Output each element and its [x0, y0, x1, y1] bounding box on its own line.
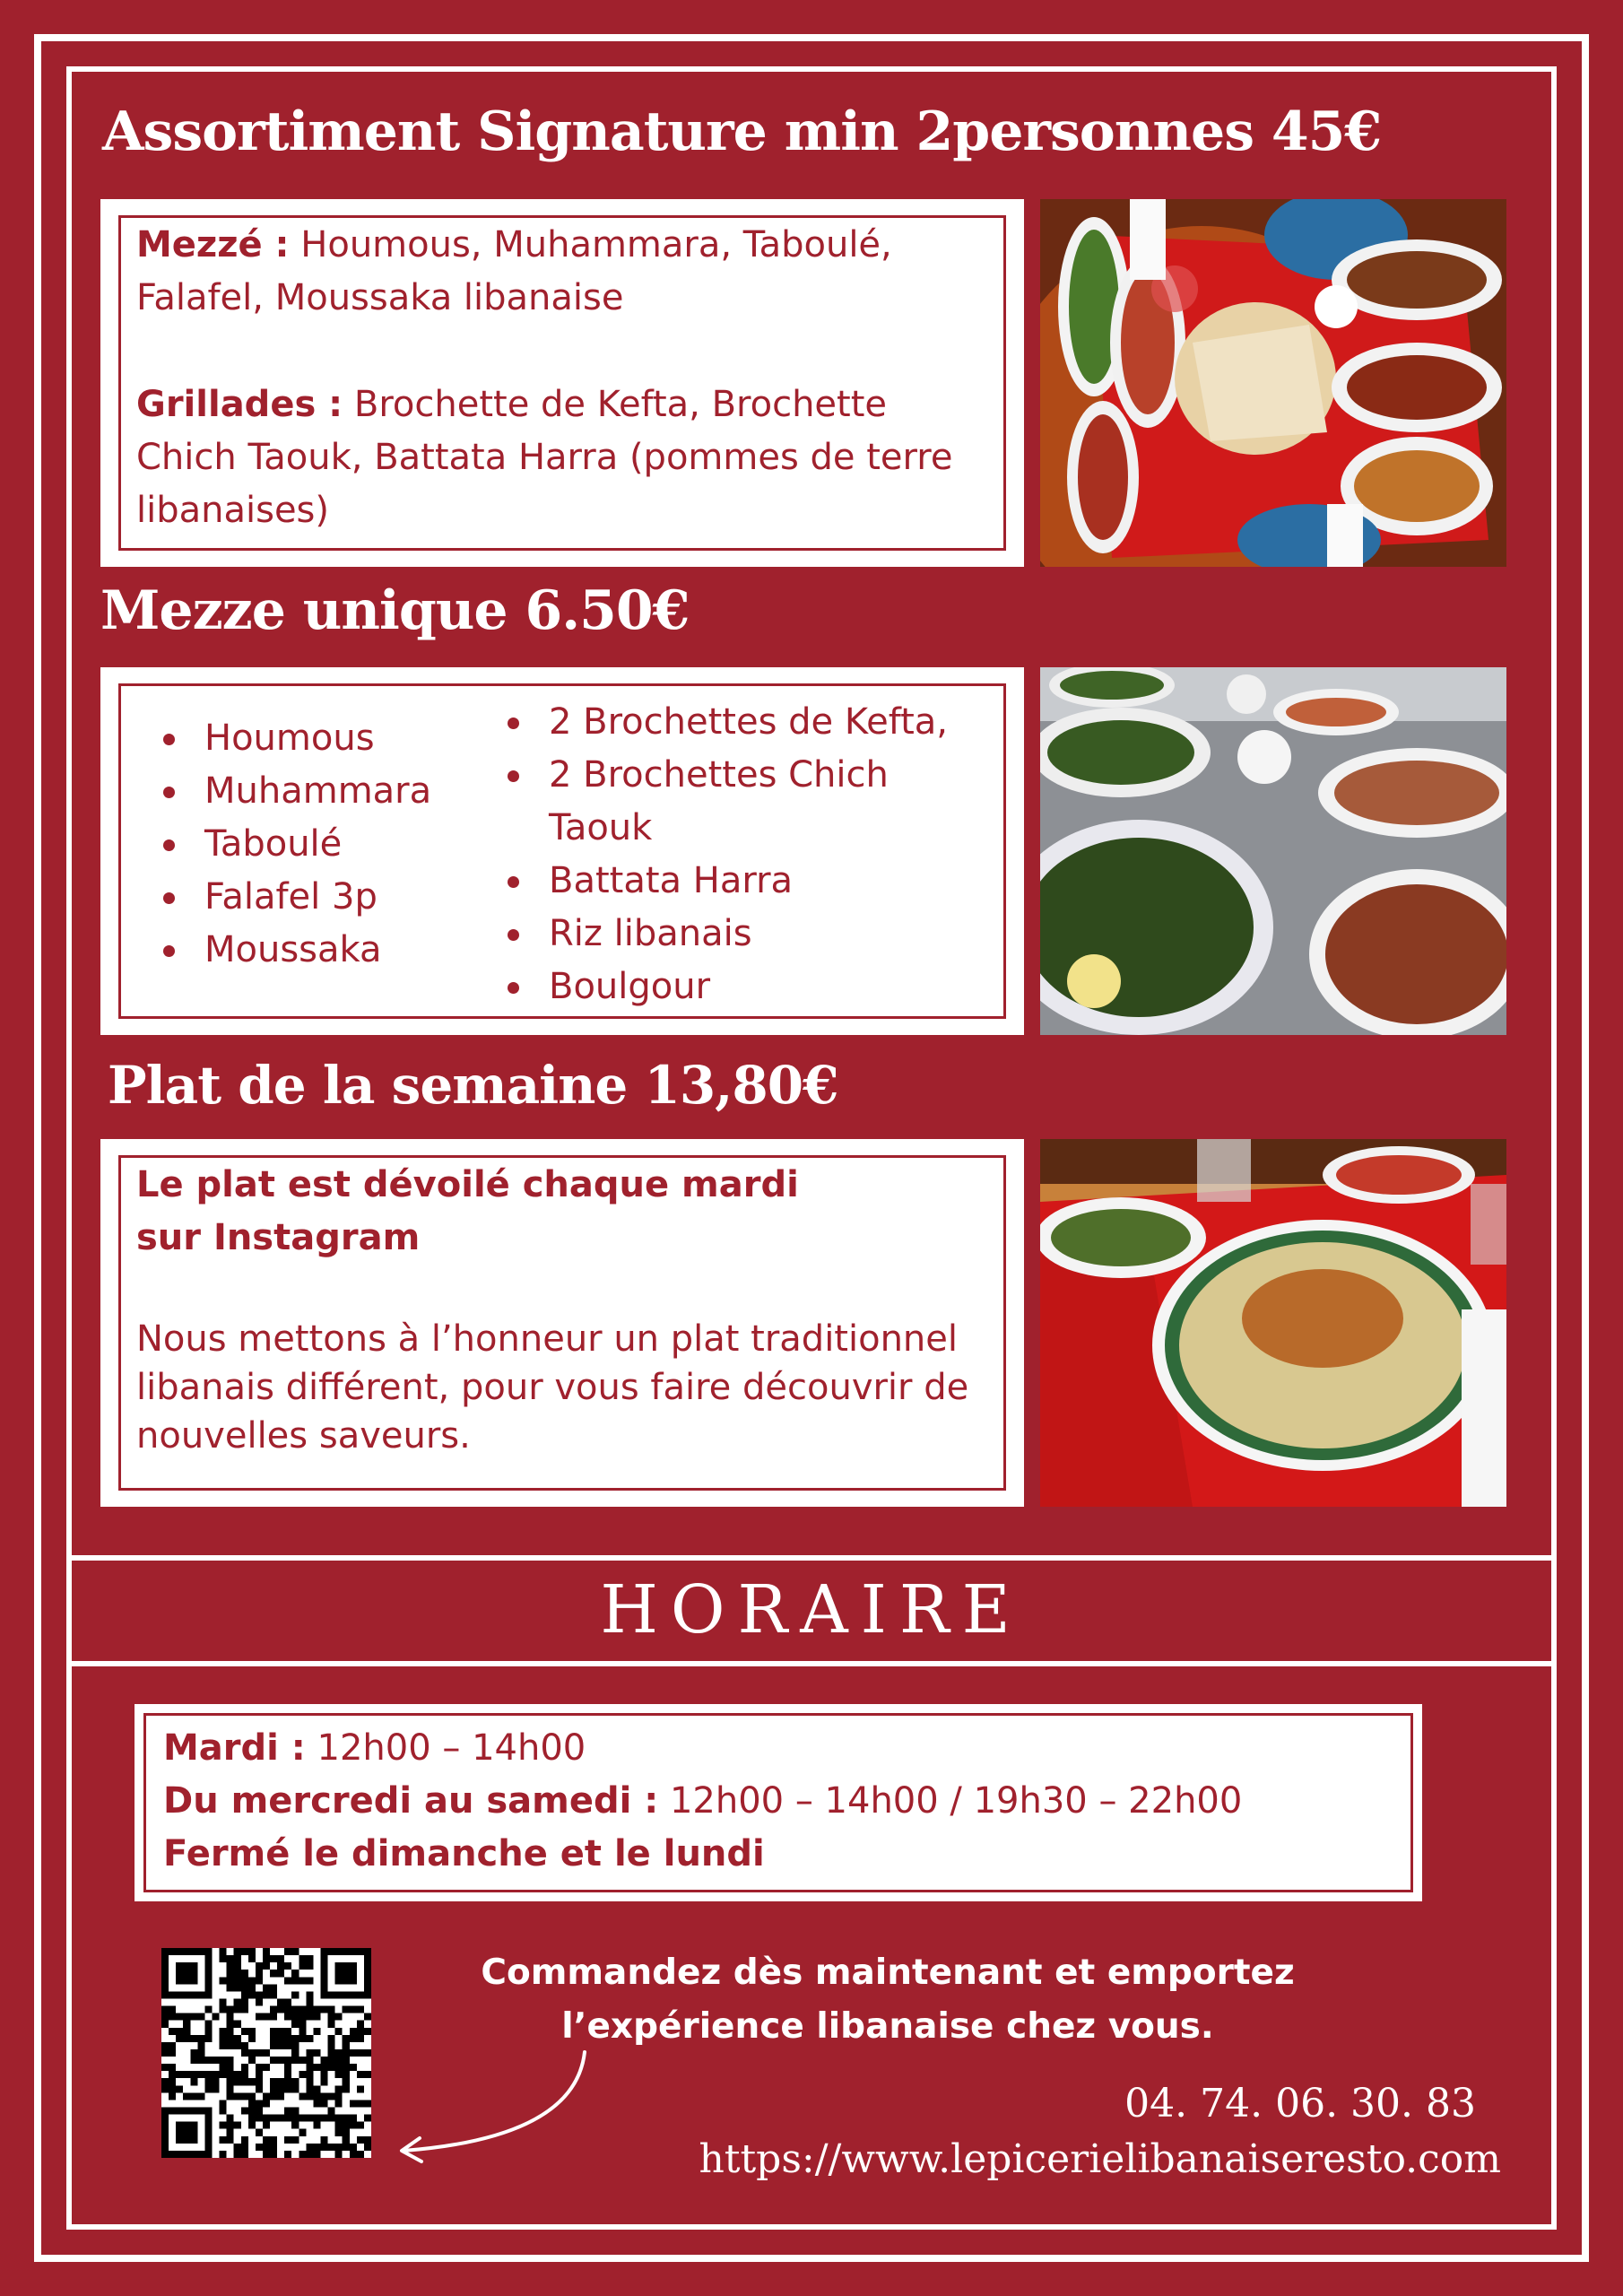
divider-top [72, 1555, 1551, 1561]
tuesday-value: 12h00 – 14h00 [317, 1727, 586, 1769]
plat-semaine-card [100, 1139, 1024, 1507]
wedsat-label: Du mercredi au samedi : [163, 1780, 659, 1822]
list-item: 2 Brochettes de Kefta, [497, 696, 999, 749]
list-item: Taboulé [152, 818, 466, 871]
section-title-assortiment: Assortiment Signature min 2personnes 45€ [102, 100, 1382, 163]
mezze-unique-photo [1040, 667, 1506, 1035]
mezze-label: Mezzé : [136, 224, 290, 265]
tuesday-label: Mardi : [163, 1727, 306, 1769]
list-item: Houmous [152, 712, 466, 765]
mezze-unique-card [100, 667, 1024, 1035]
assortiment-photo [1040, 199, 1506, 567]
list-item: Falafel 3p [152, 871, 466, 924]
mezze-items: Houmous, Muhammara, Taboulé, Falafel, Moussaka libanaise [136, 224, 892, 318]
list-item: Muhammara [152, 765, 466, 818]
website-link[interactable]: https://www.lepicerielibanaiseresto.com [699, 2136, 1501, 2182]
grillades-label: Grillades : [136, 384, 343, 425]
mezze-list-left [152, 712, 466, 977]
list-item: Battata Harra [497, 855, 999, 908]
hours-card [135, 1704, 1422, 1901]
list-item: Boulgour [497, 961, 999, 1013]
horaire-title: HORAIRE [600, 1571, 1023, 1648]
assortiment-card [100, 199, 1024, 567]
cta-line-2: l’expérience libanaise chez vous. [561, 2006, 1214, 2047]
list-item: Riz libanais [497, 908, 999, 961]
list-item: Moussaka [152, 924, 466, 977]
arrow-icon [386, 2045, 601, 2170]
phone-number[interactable]: 04. 74. 06. 30. 83 [1124, 2081, 1476, 2126]
divider-bottom [72, 1661, 1551, 1666]
plat-description: Nous mettons à l’honneur un plat traditionnel libanais différent, pour vous faire découvrir de nouvelles saveurs. [136, 1318, 969, 1457]
section-title-plat-semaine: Plat de la semaine 13,80€ [108, 1055, 838, 1116]
qr-code[interactable] [161, 1948, 371, 2158]
order-call-to-action [421, 1946, 1354, 2054]
hours-closed: Fermé le dimanche et le lundi [163, 1833, 765, 1874]
plat-headline: Le plat est dévoilé chaque mardi sur Instagram [136, 1164, 799, 1258]
list-item: 2 Brochettes Chich Taouk [497, 749, 999, 855]
mezze-paragraph [136, 219, 979, 325]
wedsat-value: 12h00 – 14h00 / 19h30 – 22h00 [669, 1780, 1243, 1822]
hours-tuesday [163, 1722, 1401, 1775]
grillades-paragraph [136, 378, 979, 537]
hours-wed-sat [163, 1775, 1401, 1828]
grillades-items: Brochette de Kefta, Brochette Chich Taouk, Battata Harra (pommes de terre libanaises) [136, 384, 953, 531]
section-title-mezze-unique: Mezze unique 6.50€ [100, 579, 690, 642]
cta-line-1: Commandez dès maintenant et emportez [481, 1952, 1295, 1993]
mezze-list-right [497, 696, 999, 1013]
plat-semaine-photo [1040, 1139, 1506, 1507]
